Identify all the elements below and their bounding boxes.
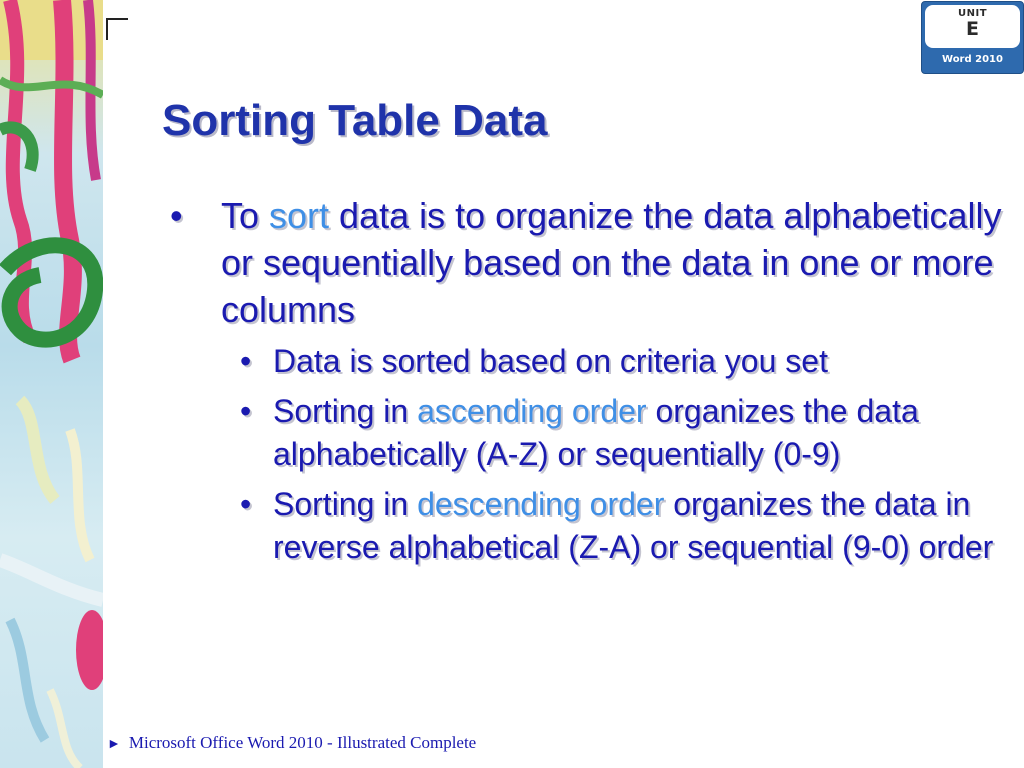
sub-bullet-post: organizes the data alphabetically (A-Z) or sequentially (0-9) xyxy=(273,393,919,472)
right-triangle-icon: ► xyxy=(107,737,121,752)
unit-letter: E xyxy=(966,18,979,40)
key-term-ascending: ascending order xyxy=(417,393,647,429)
sub-bullet-pre: Sorting in xyxy=(273,393,418,429)
sub-bullet-ascending xyxy=(160,390,1010,476)
abstract-painting-graphic xyxy=(0,0,103,768)
unit-badge xyxy=(921,1,1024,74)
bullet-dot-icon: • xyxy=(240,486,252,522)
slide-content xyxy=(160,192,1010,569)
unit-product: Word 2010 xyxy=(942,54,1003,65)
unit-badge-top xyxy=(925,5,1020,48)
bullet-dot-icon: • xyxy=(170,195,183,236)
sub-bullet-pre: Sorting in xyxy=(273,486,418,522)
main-bullet xyxy=(160,192,1010,333)
sub-bullet-post: organizes the data in reverse alphabetical (Z-A) or sequential (9-0) order xyxy=(273,486,994,565)
unit-label: UNIT xyxy=(957,8,988,19)
key-term-sort: sort xyxy=(269,195,330,236)
main-bullet-pre: To xyxy=(221,195,270,236)
bullet-dot-icon: • xyxy=(240,343,252,379)
slide-title: Sorting Table Data xyxy=(162,96,548,145)
bullet-dot-icon: • xyxy=(240,393,252,429)
main-bullet-post: data is to organize the data alphabetically or sequentially based on the data in one or more columns xyxy=(221,195,1002,330)
footer-text: Microsoft Office Word 2010 - Illustrated Complete xyxy=(128,733,477,752)
sub-bullet-descending xyxy=(160,483,1010,569)
key-term-descending: descending order xyxy=(417,486,665,522)
sub-bullet-text: Data is sorted based on criteria you set xyxy=(273,343,828,379)
slide-footer xyxy=(107,733,476,753)
slide-corner-mark xyxy=(106,18,128,40)
sub-bullet-criteria xyxy=(160,340,1010,383)
decorative-side-artwork xyxy=(0,0,103,768)
